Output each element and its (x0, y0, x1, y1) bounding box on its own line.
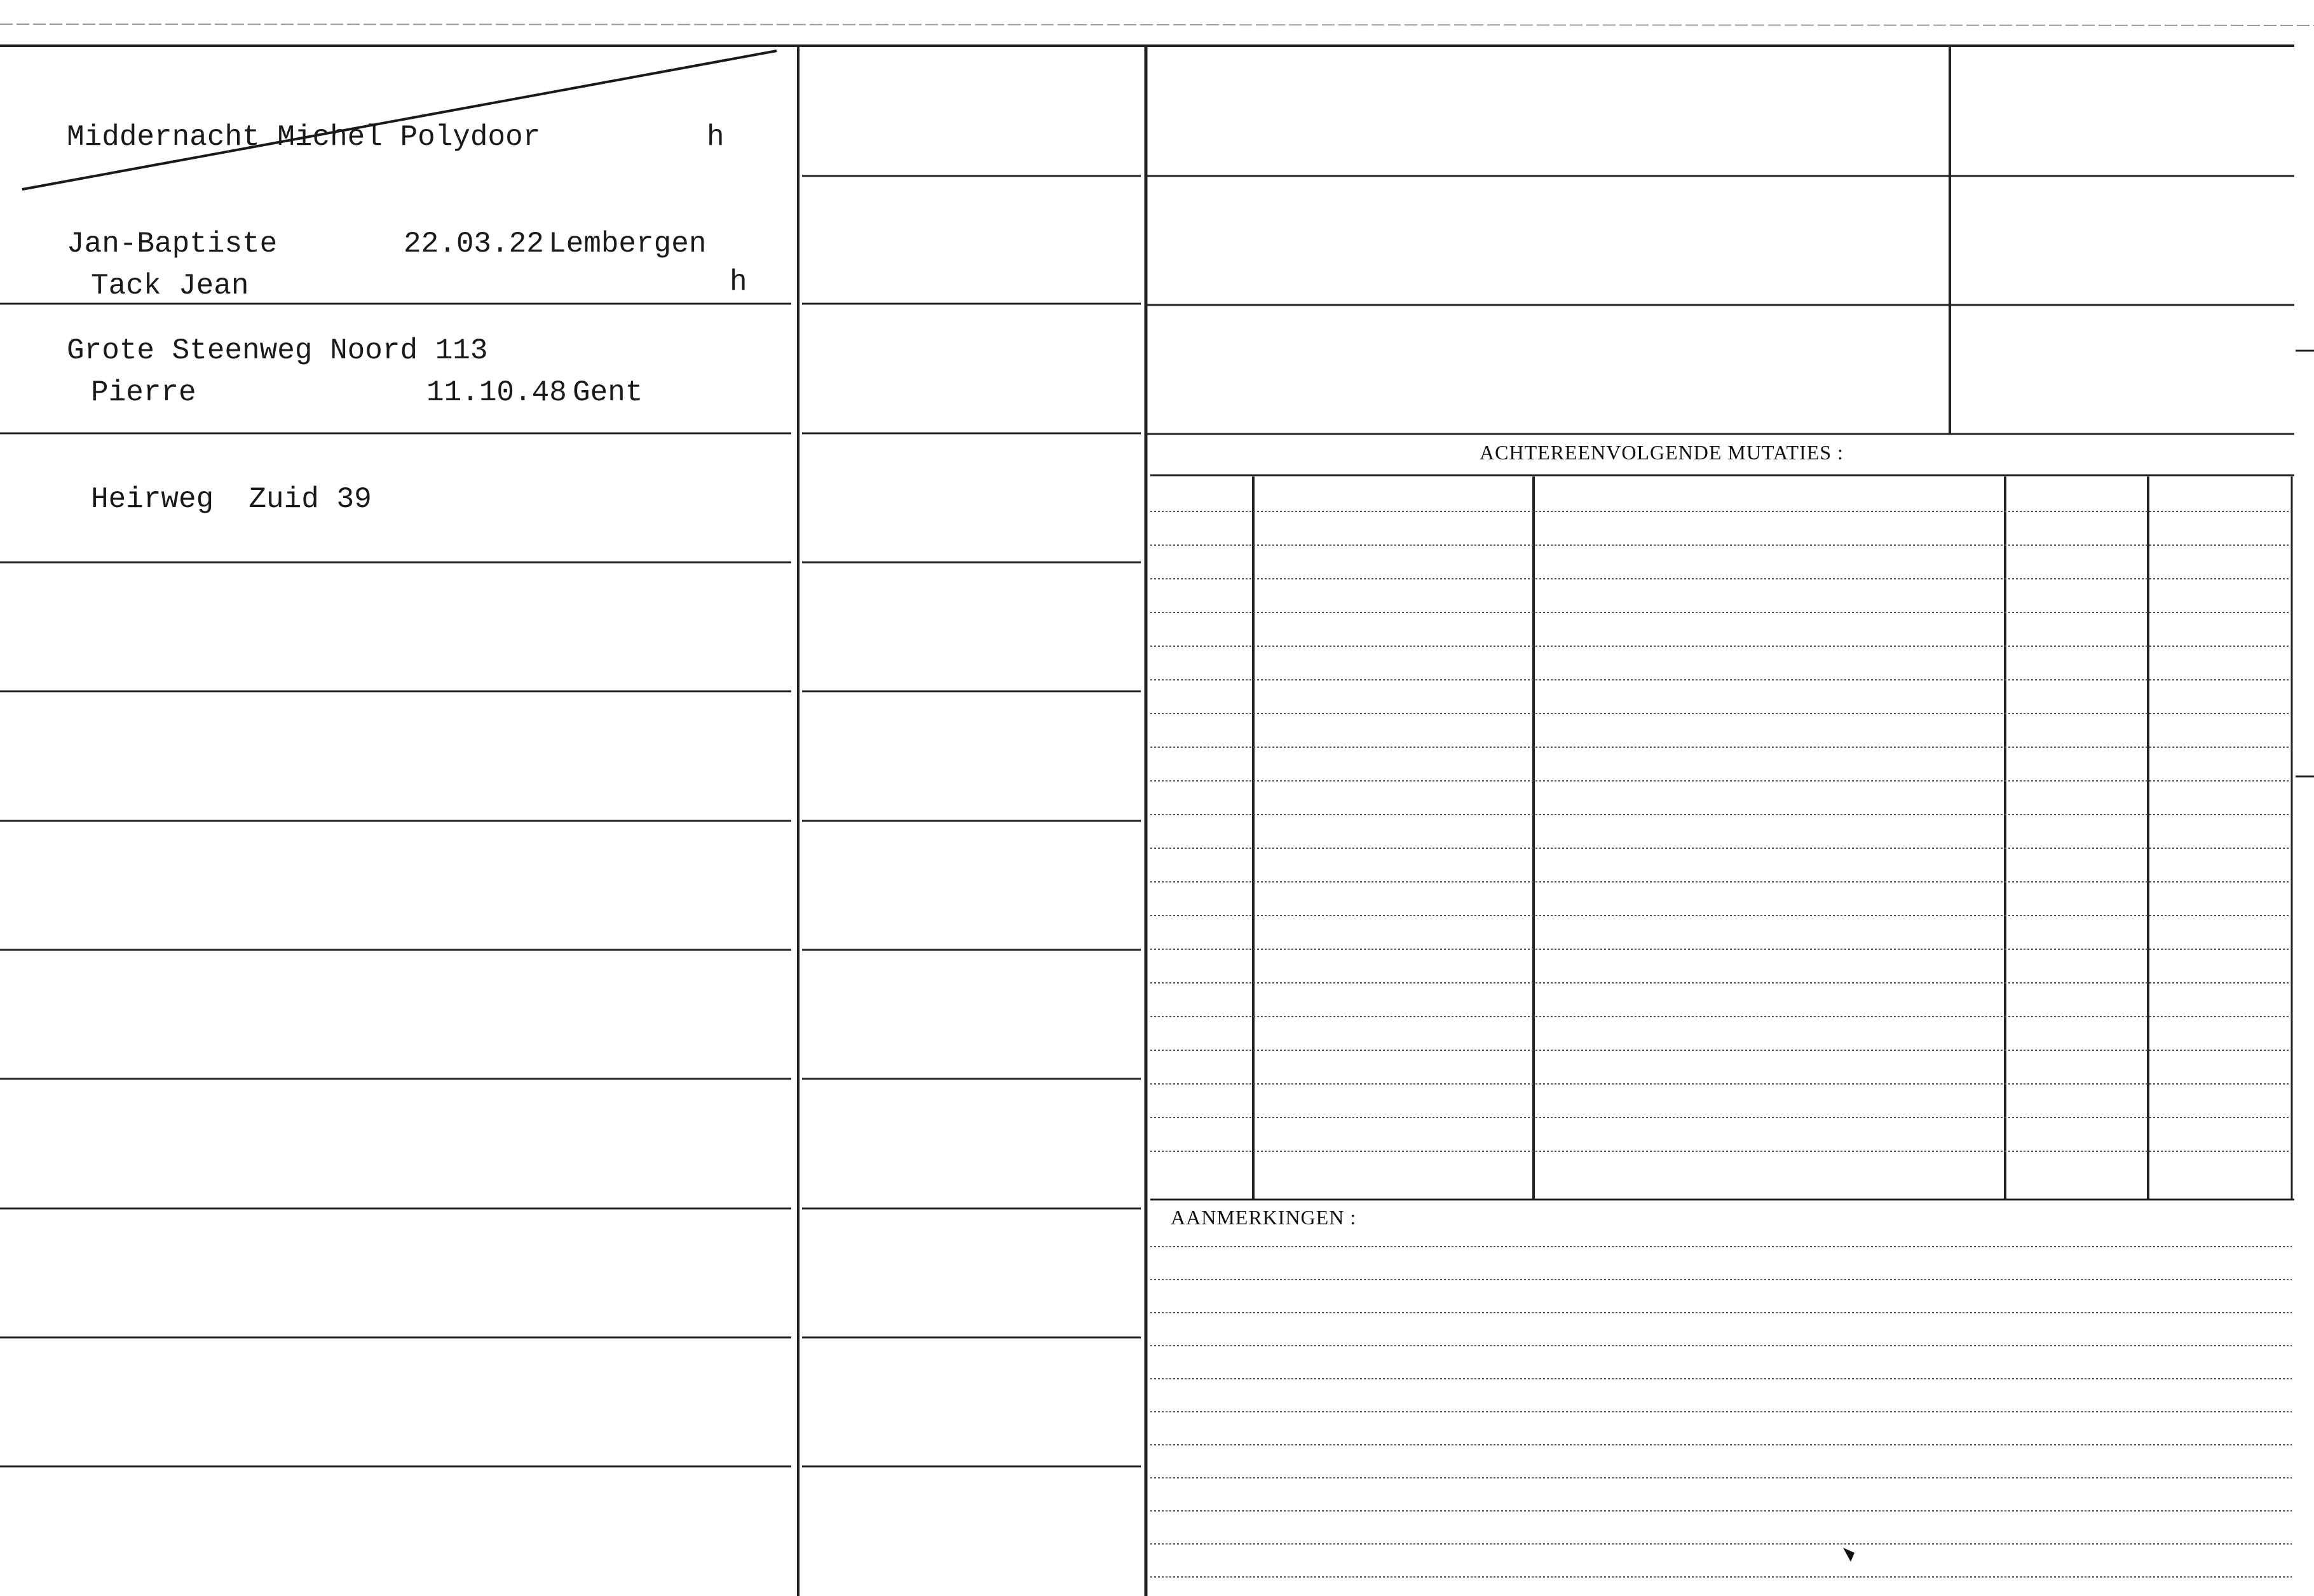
entry-2-name: Tack Jean (91, 269, 249, 302)
mutations-table (1150, 475, 2294, 1200)
ink-speck (1843, 1548, 1855, 1562)
entry-2-given-names: Pierre (91, 376, 196, 409)
entry-2-mark: h (730, 266, 747, 299)
entry-1-address: Grote Steenweg Noord 113 (67, 334, 488, 367)
entry-1-mark: h (707, 121, 725, 154)
entry-2-birth-place: Gent (573, 376, 643, 409)
entry-1-birth-date: 22.03.22 (404, 227, 544, 260)
remarks-lines (1150, 1247, 2292, 1577)
entry-1-birth-place: Lembergen (548, 227, 707, 260)
scan-edge (0, 24, 2314, 25)
entry-2-address: Heirweg Zuid 39 (91, 483, 372, 516)
entry-1-given-names: Jan-Baptiste (67, 227, 278, 260)
right-row-rules (802, 176, 2294, 434)
mutations-heading: ACHTEREENVOLGENDE MUTATIES : (1480, 441, 1844, 464)
remarks-heading: AANMERKINGEN : (1171, 1206, 1357, 1229)
entry-2-given-line (91, 375, 643, 410)
entry-2-birth-date: 11.10.48 (426, 376, 567, 409)
entry-1-name: Middernacht Michel Polydoor (67, 121, 541, 154)
